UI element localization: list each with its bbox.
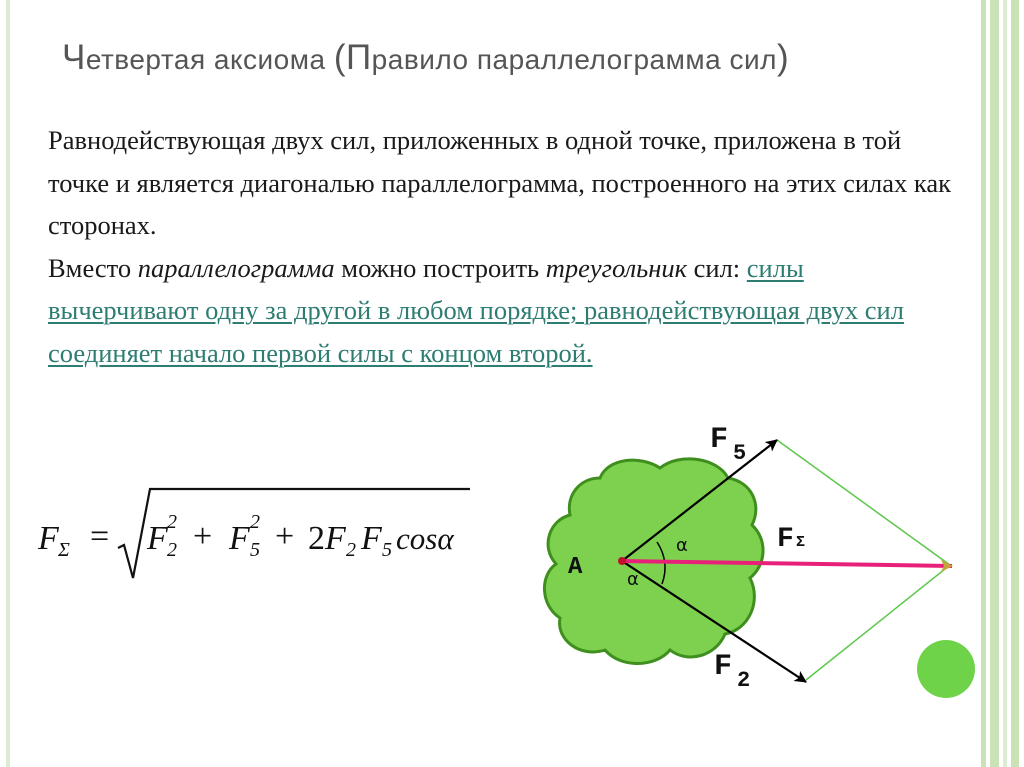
- application-point: [618, 557, 626, 565]
- svg-text:+: +: [275, 518, 295, 555]
- svg-text:cosα: cosα: [396, 521, 454, 556]
- label-f5: F: [710, 423, 729, 457]
- svg-text:F: F: [361, 520, 382, 557]
- italic-parallelogram: параллелограмма: [137, 252, 335, 283]
- label-f2: F: [714, 650, 733, 684]
- svg-text:5: 5: [382, 539, 392, 561]
- label-point-a: A: [568, 554, 583, 581]
- slide-title: Четвертая аксиома (Правило параллелограмма сил): [62, 38, 790, 77]
- svg-text:+: +: [193, 518, 213, 555]
- label-f5-sub: 5: [733, 441, 747, 466]
- svg-text:F: F: [229, 520, 250, 557]
- svg-text:F: F: [38, 520, 59, 557]
- title-subtitle: равило параллелограмма сил: [371, 44, 777, 75]
- rule-text-link[interactable]: силы вычерчивают одну за другой в любом порядке; равнодействующая двух сил соединяет начало первой силы с концом второй.: [48, 252, 904, 368]
- label-alpha-top: α: [676, 535, 688, 556]
- svg-text:5: 5: [250, 539, 260, 561]
- resultant-formula: [37, 489, 470, 578]
- svg-text:2: 2: [346, 539, 356, 561]
- paragraph-definition: Равнодействующая двух сил, приложенных в одной точке, приложена в той точке и является диагональю параллелограмма, построенного на этих силах как сторонах.: [48, 125, 951, 240]
- italic-triangle: треугольник: [545, 252, 688, 283]
- label-f-sigma-sub: Σ: [796, 534, 806, 551]
- label-f-sigma: F: [777, 524, 794, 555]
- svg-text:2: 2: [167, 539, 177, 561]
- svg-text:F: F: [325, 520, 346, 557]
- decorative-dot: [917, 640, 975, 698]
- svg-text:2: 2: [250, 511, 260, 533]
- paragraph-triangle: Вместо параллелограмма можно построить треугольник сил: силы вычерчивают одну за другой в любом порядке; равнодействующая двух сил соединяет начало первой силы с концом второй.: [48, 252, 904, 368]
- label-f2-sub: 2: [737, 668, 751, 693]
- svg-text:F: F: [147, 520, 168, 557]
- label-alpha-bottom: α: [627, 569, 639, 590]
- svg-text:Σ: Σ: [58, 539, 70, 561]
- title-text: етвертая аксиома: [85, 44, 334, 75]
- svg-text:2: 2: [308, 520, 325, 557]
- svg-text:2: 2: [167, 511, 177, 533]
- svg-text:=: =: [90, 518, 110, 555]
